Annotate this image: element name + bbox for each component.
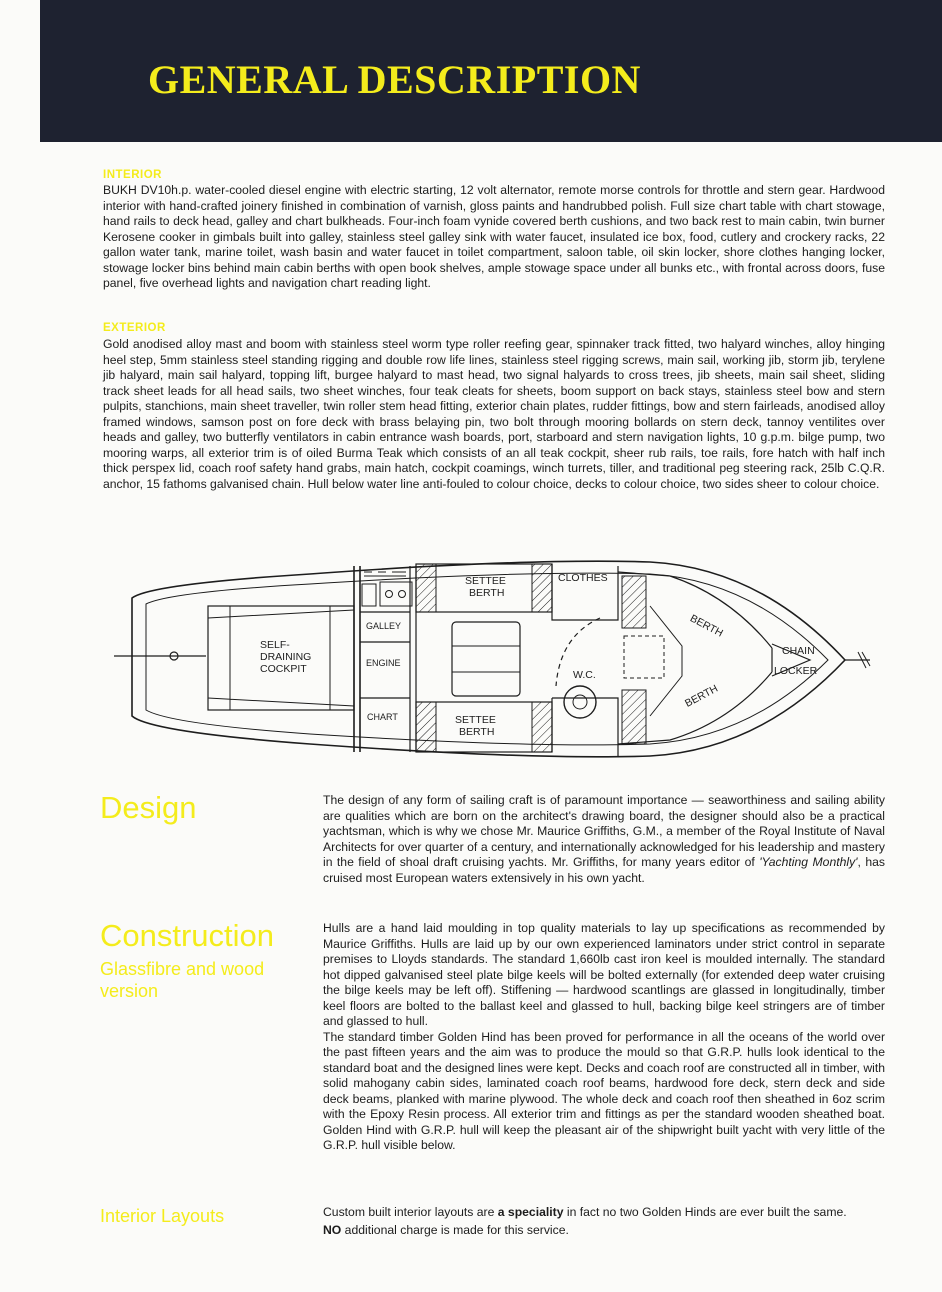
saloon-table — [452, 622, 520, 696]
plan-label-clothes: CLOTHES — [558, 572, 608, 584]
construction-subheading: Glassfibre and wood version — [100, 959, 265, 1001]
interior-layouts-text: Custom built interior layouts are a speciality in fact no two Golden Hinds are ever built the same. NO additional charge is made for this service. — [323, 1205, 847, 1237]
plan-label-settee-top-1: SETTEE — [465, 575, 506, 587]
plan-label-galley: GALLEY — [366, 621, 402, 631]
plan-label-chain: CHAIN — [782, 645, 815, 657]
construction-heading: Construction — [100, 918, 275, 953]
design-heading: Design — [100, 790, 197, 825]
design-text: The design of any form of sailing craft is of paramount importance — seaworthiness and sailing ability are qualities which are born on the architect's drawing board, the designer should also be a practical yachtsman, which is why we chose Mr. Maurice Griffiths, G.M., a member of the Royal Institute of Naval Architects for over quarter of a century, and internationally acknowledged for his leadership and mastery in the field of shoal draft cruising yachts. Mr. Griffiths, for many years editor of 'Yachting Monthly', has cruised most European waters extensively in his own yacht. — [323, 793, 885, 885]
page-title: GENERAL DESCRIPTION — [148, 57, 641, 102]
plan-label-settee-bot-2: BERTH — [459, 726, 495, 738]
exterior-text: Gold anodised alloy mast and boom with stainless steel worm type roller reefing gear, spinnaker track fitted, two halyard winches, alloy hinging heel step, 5mm stainless steel standing rigging and double row life lines, stainless steel rigging screws, main sail, working jib, storm jib, terylene jib halyard, main sail halyard, topping lift, burgee halyard to mast head, two signal halyards to cross trees, jib sheets, main sail sheet, sliding track sheet leads for all head sails, two sheet winches, four teak cleats for sheets, boom support on back stays, stainless steel bow and stern pulpits, stanchions, main sheet traveller, twin roller stem head fitting, exterior chain plates, rudder fittings, bow and stern fairleads, anodised alloy framed windows, samson post on fore deck with brass belaying pin, two bolt through mooring bollards on stern deck, tannoy ventilites over heads and galley, two butterfly ventilators in cabin entrance wash boards, port, starboard and stern navigation lights, 10 g.p.m. bilge pump, two mooring warps, all exterior trim is of oiled Burma Teak which consists of an all teak cockpit, sheer rub rails, toe rails, fore hatch with half inch thick perspex lid, coach roof safety hand grabs, main hatch, cockpit coamings, winch turrets, tiller, and traditional peg steering rack, 25lb C.Q.R. anchor, 15 fathoms galvanised chain. Hull below water line anti-fouled to colour choice, decks to colour choice, two sides sheer to colour choice. — [103, 337, 885, 491]
plan-label-cockpit-1: SELF- — [260, 639, 290, 651]
plan-label-berth-top: BERTH — [687, 612, 725, 640]
plan-label-cockpit-2: DRAINING — [260, 651, 312, 663]
construction-para-2: The standard timber Golden Hind has been proved for performance in all the oceans of the world over the past fifteen years and the aim was to produce the mould so that G.R.P. hulls look identical to the standard boat and the designed lines were kept. Decks and coach roof are constructed all in timber, with solid mahogany cabin sides, laminated coach roof beams, hardwood fore deck, stern deck and side deck beams, planked with marine plywood. The whole deck and coach roof then sheathed in 6oz scrim with the Epoxy Resin process. All exterior trim and fittings as per the standard wooden sheathed boat. Golden Hind with G.R.P. hull will keep the pleasant air of the shipwright built yacht with very little of the G.R.P. hull visible below. — [323, 1029, 885, 1152]
plan-label-chart: CHART — [367, 712, 398, 722]
construction-para-1: Hulls are a hand laid moulding in top quality materials to lay up specifications as recommended by Maurice Griffiths. Hulls are laid up by our own experienced laminators under strict control in separate premises to Lloyds standards. The standard 1,660lb cast iron keel is moulded internally. The standard hot dipped galvanised steel plate bilge keels will be bolted externally (for extended deep water cruising the bilge keels may be left off). Stiffening — hardwood scantlings are glassed in longitudinally, timber keel floors are bolted to the ballast keel and glassed to hull, backing bilge keel stringers are of timber and glassed to hull. — [323, 921, 885, 1028]
plan-label-engine: ENGINE — [366, 658, 401, 668]
plan-label-settee-bot-1: SETTEE — [455, 714, 496, 726]
main-bulkhead — [354, 566, 360, 752]
plan-label-settee-top-2: BERTH — [469, 587, 505, 599]
interior-label: INTERIOR — [103, 169, 162, 181]
deck-plan-diagram — [110, 556, 890, 780]
interior-text: BUKH DV10h.p. water-cooled diesel engine with electric starting, 12 volt alternator, remote morse controls for throttle and stern gear. Hardwood interior with hand-crafted joinery finished in combination of varnish, gloss paints and handrubbed polish. Full size chart table with chart stowage, hand rails to deck head, galley and chart bulkheads. Four-inch foam vynide covered berth cushions, and two back rest to main cabin, twin burner Kerosene cooker in gimbals built into galley, stainless steel galley sink with water faucet, insulated ice box, food, cutlery and crockery racks, 22 gallon water tank, marine toilet, wash basin and water faucet in toilet compartment, saloon table, oil skin locker, shore clothes hanging locker, stowage locker bins behind main cabin berths with open book shelves, ample stowage space under all bunks etc., with frontal across doors, fuse panel, five overhead lights and navigation chart reading light. — [103, 183, 885, 290]
exterior-label: EXTERIOR — [103, 322, 166, 334]
construction-text — [323, 921, 885, 1154]
plan-label-berth-bot: BERTH — [683, 682, 720, 710]
plan-label-wc: W.C. — [573, 669, 596, 681]
wc-toilet — [564, 686, 596, 718]
header-band — [40, 0, 942, 142]
plan-label-locker: LOCKER — [774, 665, 818, 677]
interior-layouts-heading: Interior Layouts — [100, 1206, 225, 1226]
plan-label-cockpit-3: COCKPIT — [260, 663, 307, 675]
